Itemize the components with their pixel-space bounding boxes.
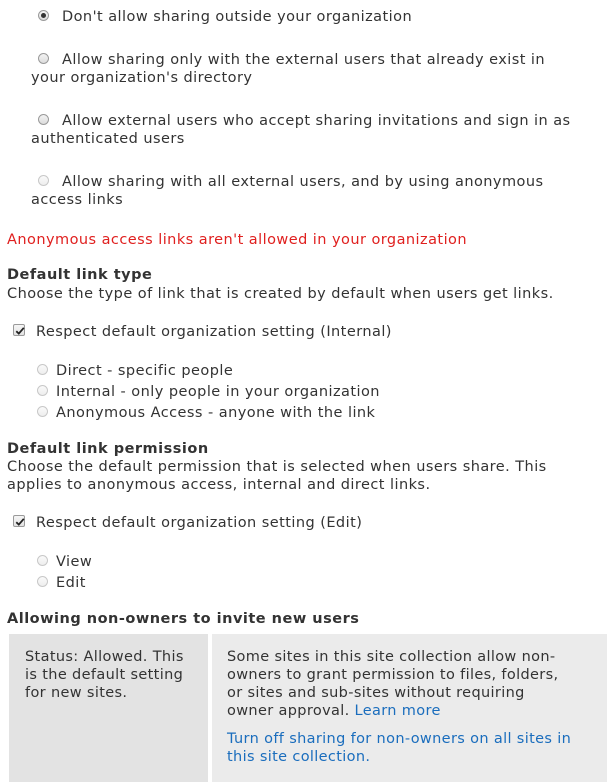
status-text-line1: Status: Allowed. This: [25, 649, 184, 665]
link-type-anonymous-label: Anonymous Access - anyone with the link: [56, 405, 376, 421]
default-link-type-description: Choose the type of link that is created by default when users get links.: [7, 286, 554, 302]
non-owners-info-line4: [227, 702, 441, 720]
non-owners-info-line3: or sites and sub-sites without requiring: [227, 685, 525, 701]
checkmark-icon: [14, 516, 26, 528]
turn-off-sharing-link-line1[interactable]: Turn off sharing for non-owners on all sites in: [227, 731, 572, 747]
learn-more-link[interactable]: Learn more: [354, 703, 441, 719]
radio-authenticated-external-users[interactable]: [38, 114, 49, 125]
link-type-direct-label: Direct - specific people: [56, 363, 234, 379]
non-owners-heading: Allowing non-owners to invite new users: [7, 611, 360, 627]
default-link-permission-description-line1: Choose the default permission that is selected when users share. This: [7, 459, 547, 475]
non-owners-info-text: owner approval.: [227, 703, 350, 719]
radio-link-type-anonymous[interactable]: [37, 406, 48, 417]
radio-permission-edit[interactable]: [37, 576, 48, 587]
radio-anonymous-links[interactable]: [38, 175, 49, 186]
radio-dont-allow-sharing[interactable]: [38, 10, 49, 21]
option-label-authenticated-users-line1: Allow external users who accept sharing invitations and sign in as: [62, 113, 571, 129]
option-label-authenticated-users-line2: authenticated users: [31, 131, 185, 147]
respect-default-permission-label: Respect default organization setting (Edit): [36, 515, 363, 531]
permission-edit-label: Edit: [56, 575, 86, 591]
radio-existing-external-users[interactable]: [38, 53, 49, 64]
permission-view-label: View: [56, 554, 93, 570]
option-label-anonymous-links-line2: access links: [31, 192, 124, 208]
status-text-line3: for new sites.: [25, 685, 128, 701]
default-link-permission-heading: Default link permission: [7, 441, 209, 457]
option-label-anonymous-links-line1: Allow sharing with all external users, and by using anonymous: [62, 174, 544, 190]
default-link-permission-description-line2: applies to anonymous access, internal and direct links.: [7, 477, 431, 493]
checkmark-icon: [14, 325, 26, 337]
link-type-internal-label: Internal - only people in your organization: [56, 384, 380, 400]
option-label-dont-allow-sharing: Don't allow sharing outside your organization: [62, 9, 413, 25]
turn-off-sharing-link-line2[interactable]: this site collection.: [227, 749, 371, 765]
checkbox-respect-default-link-type[interactable]: [13, 324, 25, 336]
default-link-type-heading: Default link type: [7, 267, 153, 283]
status-table-divider: [208, 634, 212, 782]
radio-link-type-direct[interactable]: [37, 364, 48, 375]
radio-permission-view[interactable]: [37, 555, 48, 566]
option-label-existing-external-users-line1: Allow sharing only with the external users that already exist in: [62, 52, 546, 68]
option-label-existing-external-users-line2: your organization's directory: [31, 70, 253, 86]
radio-link-type-internal[interactable]: [37, 385, 48, 396]
checkbox-respect-default-permission[interactable]: [13, 515, 25, 527]
respect-default-link-type-label: Respect default organization setting (Internal): [36, 324, 392, 340]
non-owners-info-line2: owners to grant permission to files, folders,: [227, 667, 559, 683]
anonymous-links-error-message: Anonymous access links aren't allowed in your organization: [7, 232, 468, 248]
non-owners-info-line1: Some sites in this site collection allow non-: [227, 649, 556, 665]
status-text-line2: is the default setting: [25, 667, 184, 683]
